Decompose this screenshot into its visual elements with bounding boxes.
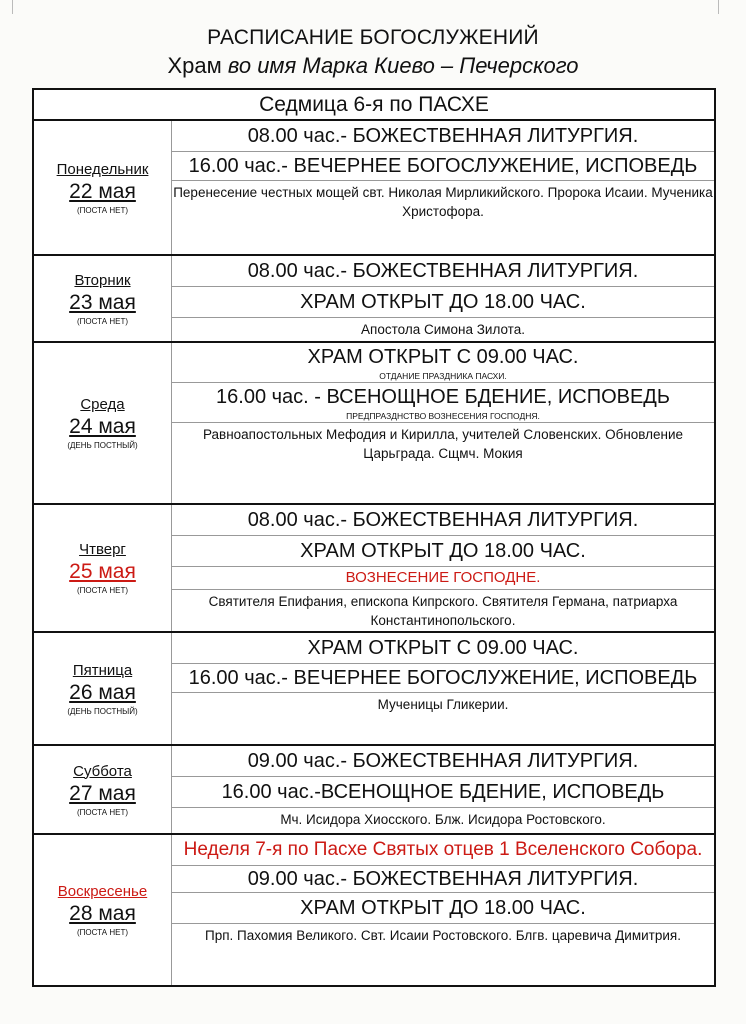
feast-note: ОТДАНИЕ ПРАЗДНИКА ПАСХИ. xyxy=(172,371,714,383)
page-corner-right xyxy=(718,0,719,14)
day-services xyxy=(172,256,714,341)
day-fast-note: (ПОСТА НЕТ) xyxy=(77,586,128,595)
service-row: ХРАМ ОТКРЫТ ДО 18.00 ЧАС. xyxy=(172,287,714,318)
day-services xyxy=(172,505,714,631)
service-row: ХРАМ ОТКРЫТ С 09.00 ЧАС. xyxy=(307,346,579,368)
week-heading: Седмица 6-я по ПАСХЕ xyxy=(34,90,714,121)
day-fast-note: (ПОСТА НЕТ) xyxy=(77,316,128,326)
day-name: Среда xyxy=(80,396,125,413)
service-row: 08.00 час.- БОЖЕСТВЕННАЯ ЛИТУРГИЯ. xyxy=(172,505,714,536)
day-services xyxy=(172,343,714,503)
saints-commemoration: Перенесение честных мощей свт. Николая Мирликийского. Пророка Исаии. Мученика Христофора. xyxy=(173,185,713,219)
day-date: 28 мая xyxy=(69,902,136,925)
service-row: 16.00 час. - ВСЕНОЩНОЕ БДЕНИЕ, ИСПОВЕДЬ xyxy=(216,386,670,408)
day-date: 24 мая xyxy=(69,415,136,438)
service-row: 16.00 час.- ВЕЧЕРНЕЕ БОГОСЛУЖЕНИЕ, ИСПОВЕДЬ xyxy=(172,664,714,693)
day-fast-note: (ДЕНЬ ПОСТНЫЙ) xyxy=(67,706,138,716)
day-services xyxy=(172,835,714,985)
day-fast-note: (ПОСТА НЕТ) xyxy=(77,928,128,937)
day-services xyxy=(172,633,714,744)
saints-commemoration: Апостола Симона Зилота. xyxy=(361,322,525,337)
day-date: 26 мая xyxy=(69,680,136,704)
feast-title: ВОЗНЕСЕНИЕ ГОСПОДНЕ. xyxy=(172,567,714,590)
day-saturday xyxy=(34,746,714,835)
service-row: ХРАМ ОТКРЫТ С 09.00 ЧАС. xyxy=(172,633,714,664)
header xyxy=(0,26,746,79)
schedule-table xyxy=(32,88,716,987)
day-name: Вторник xyxy=(74,271,131,289)
day-tuesday xyxy=(34,256,714,343)
day-cell xyxy=(34,505,172,631)
day-date: 27 мая xyxy=(69,781,136,805)
saints-commemoration: Мученицы Гликерии. xyxy=(377,697,509,712)
day-fast-note: (ПОСТА НЕТ) xyxy=(77,205,128,215)
saints-commemoration: Прп. Пахомия Великого. Свт. Исаии Ростовского. Блгв. царевича Димитрия. xyxy=(205,928,681,943)
day-fast-note: (ДЕНЬ ПОСТНЫЙ) xyxy=(67,441,138,450)
page-title: РАСПИСАНИЕ БОГОСЛУЖЕНИЙ xyxy=(207,26,539,49)
feast-note: ПРЕДПРАЗДНСТВО ВОЗНЕСЕНИЯ ГОСПОДНЯ. xyxy=(172,411,714,423)
day-cell xyxy=(34,256,172,341)
day-wednesday xyxy=(34,343,714,505)
feast-title: Неделя 7-я по Пасхе Святых отцев 1 Вселенского Собора. xyxy=(172,835,714,866)
day-cell xyxy=(34,121,172,254)
day-cell xyxy=(34,746,172,833)
subtitle-prefix: Храм xyxy=(167,53,222,78)
day-services xyxy=(172,746,714,833)
saints-commemoration: Святителя Епифания, епископа Кипрского. Святителя Германа, патриарха Константинопольского. xyxy=(208,594,678,628)
day-cell xyxy=(34,835,172,985)
service-row: 08.00 час.- БОЖЕСТВЕННАЯ ЛИТУРГИЯ. xyxy=(172,121,714,152)
day-services xyxy=(172,121,714,254)
day-monday xyxy=(34,121,714,256)
day-date: 22 мая xyxy=(69,179,136,203)
day-name: Пятница xyxy=(72,661,133,679)
day-name: Суббота xyxy=(73,762,132,780)
day-fast-note: (ПОСТА НЕТ) xyxy=(77,807,128,817)
day-cell xyxy=(34,633,172,744)
day-date: 25 мая xyxy=(69,560,136,583)
day-sunday xyxy=(34,835,714,985)
service-row: 09.00 час.- БОЖЕСТВЕННАЯ ЛИТУРГИЯ. xyxy=(172,866,714,893)
service-row: 16.00 час.- ВЕЧЕРНЕЕ БОГОСЛУЖЕНИЕ, ИСПОВЕДЬ xyxy=(172,152,714,181)
page-subtitle xyxy=(0,53,746,79)
saints-commemoration: Мч. Исидора Хиосского. Блж. Исидора Ростовского. xyxy=(280,812,606,827)
saints-commemoration: Равноапостольных Мефодия и Кирилла, учителей Словенских. Обновление Царьграда. Сщмч. Мокия xyxy=(202,427,684,461)
service-row: ХРАМ ОТКРЫТ ДО 18.00 ЧАС. xyxy=(172,893,714,924)
day-friday xyxy=(34,633,714,746)
day-name: Понедельник xyxy=(56,160,149,178)
day-thursday xyxy=(34,505,714,633)
day-name: Воскресенье xyxy=(57,883,148,900)
day-name: Чтверг xyxy=(79,541,126,558)
service-row: 08.00 час.- БОЖЕСТВЕННАЯ ЛИТУРГИЯ. xyxy=(172,256,714,287)
service-row: 16.00 час.-ВСЕНОЩНОЕ БДЕНИЕ, ИСПОВЕДЬ xyxy=(172,777,714,808)
day-cell xyxy=(34,343,172,503)
day-date: 23 мая xyxy=(69,290,136,314)
service-row: 09.00 час.- БОЖЕСТВЕННАЯ ЛИТУРГИЯ. xyxy=(172,746,714,777)
subtitle-name: во имя Марка Киево – Печерского xyxy=(227,53,579,78)
service-row: ХРАМ ОТКРЫТ ДО 18.00 ЧАС. xyxy=(172,536,714,567)
page-corner-left xyxy=(12,0,13,14)
